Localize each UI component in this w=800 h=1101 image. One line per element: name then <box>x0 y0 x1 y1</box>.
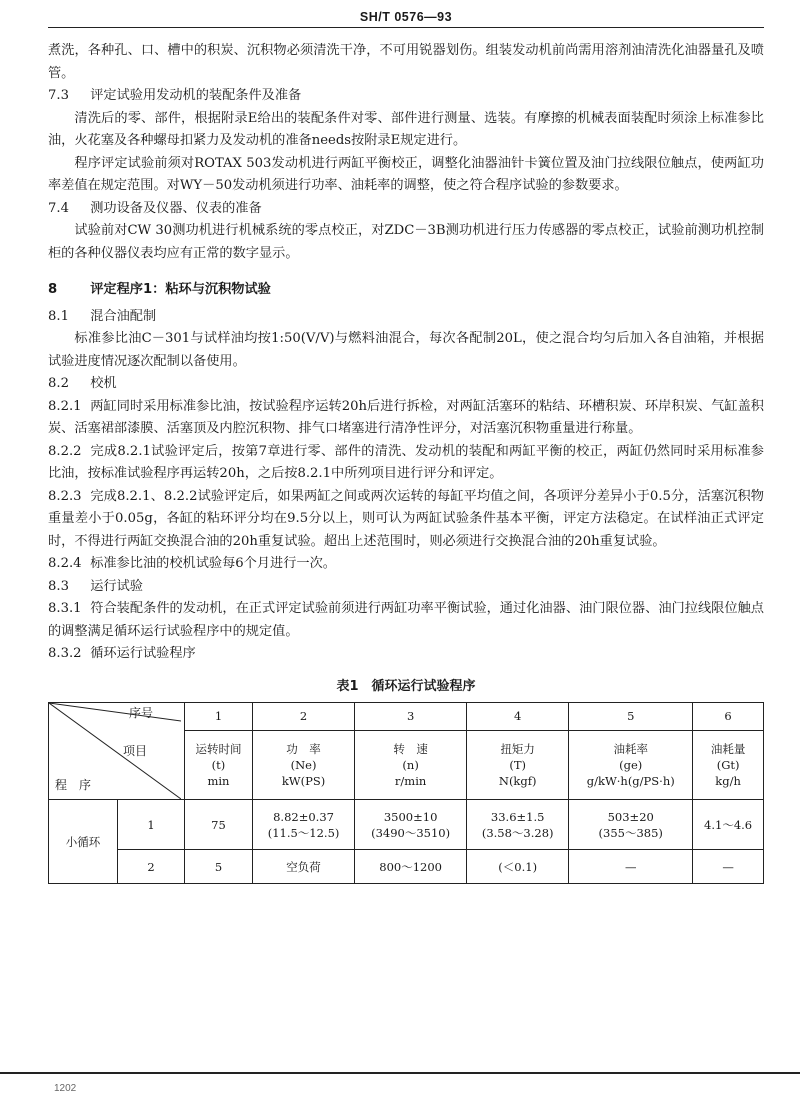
section-number: 8.2 <box>48 376 69 391</box>
corner-label-proc: 程 序 <box>55 778 92 792</box>
section-title: 评定试验用发动机的装配条件及准备 <box>90 88 302 103</box>
section-7-3-paragraph-1: 清洗后的零、部件，根据附录E给出的装配条件对零、部件进行测量、选装。有摩擦的机械表面装配时须涂上标准参比油，火花塞及各种螺母扣紧力及发动机的准备needs按附录E规定进行。 <box>48 110 764 148</box>
section-8-1-paragraph: 标准参比油C－301与试样油均按1:50(V/V)与燃料油混合，每次各配制20L，使之混合均匀后加入各自油箱，并根据试验进度情况逐次配制以备使用。 <box>48 331 764 369</box>
section-7-4-paragraph: 试验前对CW 30测功机进行机械系统的零点校正，对ZDC－3B测功机进行压力传感器的零点校正，试验前测功机控制柜的各种仪器仪表均应有正常的数字显示。 <box>48 223 764 261</box>
col-unit: kW(PS) <box>281 773 326 788</box>
section-number: 8 <box>48 282 58 297</box>
clause-8-2-1 <box>48 396 764 441</box>
section-7-3-heading <box>48 85 764 108</box>
corner-label-seq: 序号 <box>129 706 154 720</box>
cell-speed <box>355 800 467 850</box>
value-range: (3490～3510) <box>371 825 451 840</box>
col-symbol: (Ne) <box>290 757 317 772</box>
col-name: 运转时间 <box>195 741 242 756</box>
value-range: (3.58～3.28) <box>481 825 554 840</box>
row-seq: 2 <box>118 850 185 884</box>
clause-text: 符合装配条件的发动机，在正式评定试验前须进行两缸功率平衡试验，通过化油器、油门限位器、油门拉线限位触点的调整满足循环运行试验程序中的规定值。 <box>48 601 764 639</box>
col-head-power <box>252 730 354 799</box>
clause-8-3-2 <box>48 643 764 666</box>
clause-8-2-4 <box>48 553 764 576</box>
value: 8.82±0.37 <box>273 809 334 824</box>
clause-text: 两缸同时采用标准参比油，按试验程序运转20h后进行拆检，对两缸活塞环的粘结、环槽积炭、环岸积炭、气缸盖积炭、活塞裙部漆膜、活塞顶及内腔沉积物、排气口堵塞进行清净性评分，对活塞沉积物重量进行称量。 <box>48 398 764 436</box>
cell-rate <box>569 800 693 850</box>
col-unit: r/min <box>394 773 427 788</box>
page-header: SH/T 0576—93 <box>359 10 453 24</box>
cell-flow: — <box>693 850 764 884</box>
col-unit: kg/h <box>715 773 741 788</box>
col-symbol: (T) <box>509 757 527 772</box>
section-title: 评定程序1：粘环与沉积物试验 <box>90 282 271 297</box>
col-head-rate <box>569 730 693 799</box>
document-body <box>48 40 764 884</box>
page-number: 1202 <box>54 1083 77 1094</box>
section-number: 8.1 <box>48 308 69 324</box>
section-8-2-heading <box>48 373 764 396</box>
clause-number: 8.2.2 <box>48 443 82 459</box>
cell-time: 5 <box>185 850 253 884</box>
clause-number: 8.3.2 <box>48 646 82 661</box>
section-8-1-heading <box>48 306 764 329</box>
section-number: 7.4 <box>48 200 69 216</box>
value: 503±20 <box>607 809 654 824</box>
clause-number: 8.2.1 <box>48 398 82 414</box>
clause-8-3-1 <box>48 598 764 643</box>
col-unit: g/kW·h(g/PS·h) <box>586 773 675 788</box>
table-row <box>49 850 764 884</box>
value: 33.6±1.5 <box>490 809 545 824</box>
cell-flow: 4.1～4.6 <box>693 800 764 850</box>
section-number: 8.3 <box>48 578 69 594</box>
col-num-1: 1 <box>185 703 253 731</box>
col-name: 扭矩力 <box>500 741 535 756</box>
section-7-3-paragraph-2: 程序评定试验前须对ROTAX 503发动机进行两缸平衡校正，调整化油器油针卡簧位置及油门拉线限位触点，使两缸功率差值在规定范围。对WY－50发动机须进行功率、油耗率的调整，使之符合程序试验的参数要求。 <box>48 155 764 193</box>
col-name: 油耗量 <box>710 741 746 756</box>
table-row <box>49 800 764 850</box>
col-head-torque <box>467 730 569 799</box>
col-num-2: 2 <box>252 703 354 731</box>
table-corner-cell <box>49 703 185 800</box>
clause-number: 8.2.4 <box>48 556 82 571</box>
col-name: 转 速 <box>393 741 428 756</box>
col-num-4: 4 <box>467 703 569 731</box>
table-caption: 表1 循环运行试验程序 <box>336 678 476 694</box>
col-head-time <box>185 730 253 799</box>
clause-title: 循环运行试验程序 <box>90 646 196 661</box>
clause-8-2-2 <box>48 441 764 486</box>
col-name: 油耗率 <box>613 741 648 756</box>
value-range: (11.5～12.5) <box>267 825 340 840</box>
col-head-flow <box>693 730 764 799</box>
clause-number: 8.2.3 <box>48 488 82 504</box>
table-header-row <box>49 703 764 731</box>
cell-torque <box>467 800 569 850</box>
clause-text: 完成8.2.1、8.2.2试验评定后，如果两缸之间或两次运转的每缸平均值之间，各项评分差异小于0.5分，活塞沉积物重量差小于0.05g，各缸的粘环评分均在9.5分以上，则可认为两缸试验条件基本平衡，评定方法稳定。在试样油正式评定时，不得进行两缸交换混合油的20h重复试验。超出上述范围时，则必须进行交换混合油的20h重复试验。 <box>48 488 764 549</box>
col-unit: N(kgf) <box>498 773 537 788</box>
section-title: 校机 <box>90 376 117 391</box>
col-name: 功 率 <box>286 741 321 756</box>
col-symbol: (n) <box>402 757 419 772</box>
value-range: (355～385) <box>598 825 663 840</box>
clause-number: 8.3.1 <box>48 601 82 616</box>
clause-text: 标准参比油的校机试验每6个月进行一次。 <box>90 556 336 571</box>
section-title: 运行试验 <box>90 578 143 594</box>
col-symbol: (t) <box>211 757 226 772</box>
col-num-6: 6 <box>693 703 764 731</box>
cell-time: 75 <box>185 800 253 850</box>
header-rule <box>48 27 764 28</box>
cell-power: 空负荷 <box>252 850 354 884</box>
cell-speed: 800～1200 <box>355 850 467 884</box>
value: 3500±10 <box>383 809 438 824</box>
col-unit: min <box>207 773 230 788</box>
cell-rate: — <box>569 850 693 884</box>
intro-paragraph: 煮洗，各种孔、口、槽中的积炭、沉积物必须清洗干净，不可用锐器划伤。组装发动机前尚需用溶剂油清洗化油器量孔及喷管。 <box>48 43 764 81</box>
section-7-4-heading <box>48 198 764 221</box>
cell-torque: (＜0.1) <box>467 850 569 884</box>
col-head-speed <box>355 730 467 799</box>
col-num-5: 5 <box>569 703 693 731</box>
clause-text: 完成8.2.1试验评定后，按第7章进行零、部件的清洗、发动机的装配和两缸平衡的校正，两缸仍然同时采用标准参比油，按标准试验程序再运转20h，之后按8.2.1中所列项目进行评分和评定。 <box>48 443 764 481</box>
section-number: 7.3 <box>48 88 69 103</box>
group-label-cell: 小循环 <box>49 800 118 884</box>
section-title: 混合油配制 <box>90 308 157 324</box>
col-symbol: (Gt) <box>716 757 740 772</box>
chapter-8-heading <box>48 279 764 302</box>
row-seq: 1 <box>118 800 185 850</box>
corner-label-item: 项目 <box>123 744 148 758</box>
cell-power <box>252 800 354 850</box>
section-8-3-heading <box>48 576 764 599</box>
col-num-3: 3 <box>355 703 467 731</box>
col-symbol: (ge) <box>619 757 643 772</box>
footer-rule <box>0 1072 800 1074</box>
cycle-test-table <box>48 702 764 884</box>
section-title: 测功设备及仪器、仪表的准备 <box>90 200 262 216</box>
clause-8-2-3 <box>48 486 764 554</box>
